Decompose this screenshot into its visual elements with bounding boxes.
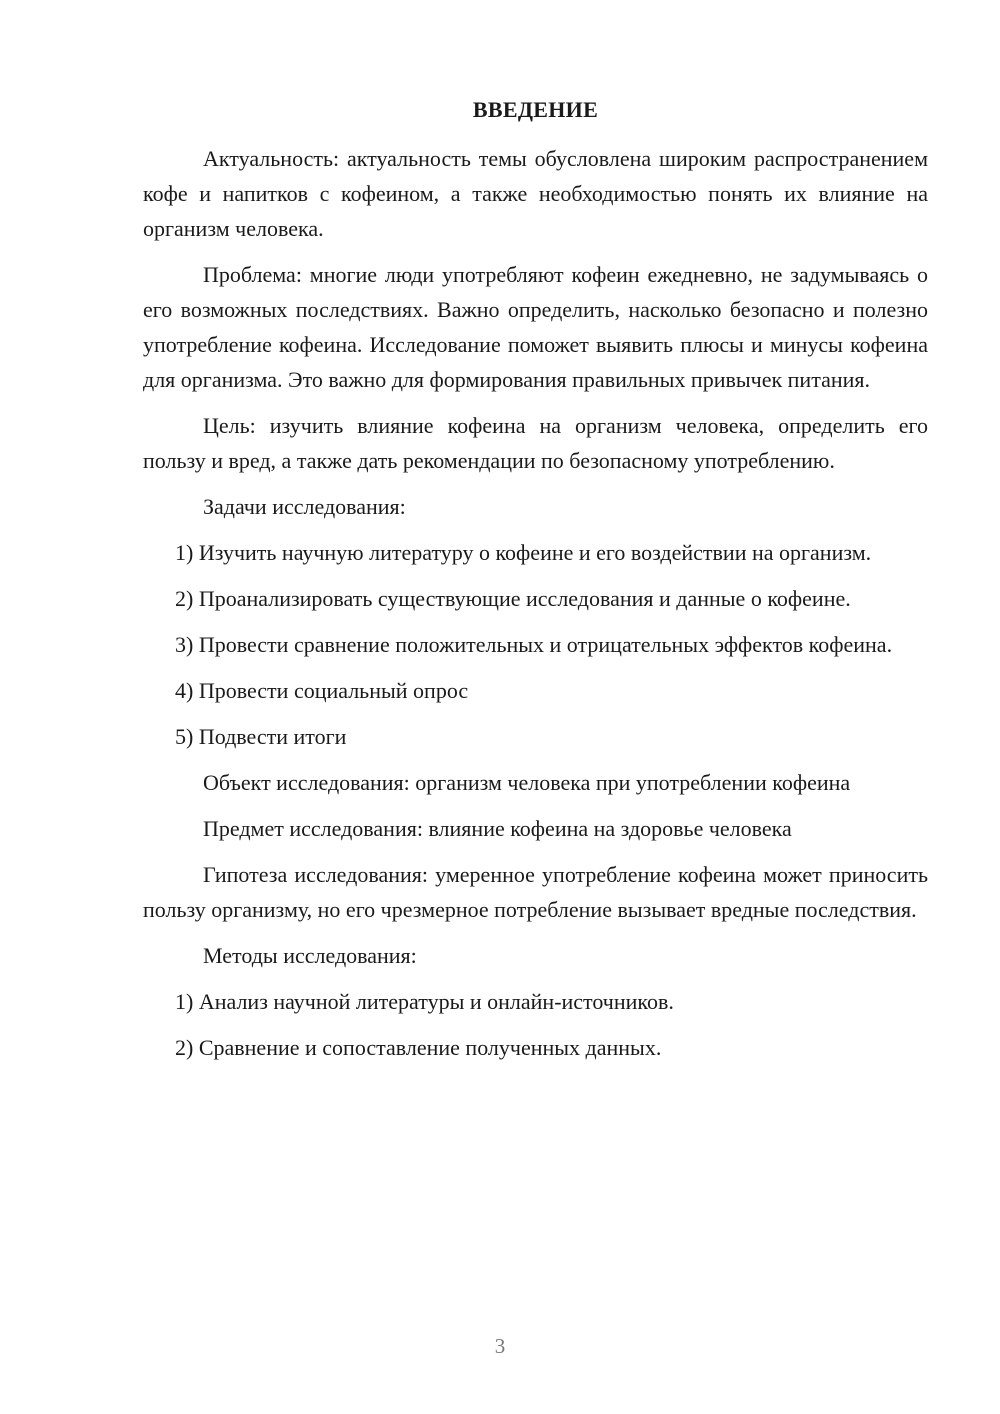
hypothesis-paragraph: Гипотеза исследования: умеренное употребление кофеина может приносить пользу организму, но его чрезмерное потребление вызывает вредные последствия. — [143, 862, 928, 922]
method-item-1: 1) Анализ научной литературы и онлайн-источников. — [175, 989, 674, 1014]
task-item-4: 4) Провести социальный опрос — [175, 678, 469, 703]
method-item-2: 2) Сравнение и сопоставление полученных данных. — [175, 1035, 662, 1060]
object-paragraph: Объект исследования: организм человека при употреблении кофеина — [203, 770, 851, 795]
section-title: ВВЕДЕНИЕ — [472, 97, 599, 122]
relevance-paragraph: Актуальность: актуальность темы обусловлена широким распространением кофе и напитков с кофеином, а также необходимостью понять их влияние на организм человека. — [143, 146, 928, 241]
page-number: 3 — [494, 1334, 506, 1358]
task-item-2: 2) Проанализировать существующие исследования и данные о кофеине. — [175, 586, 851, 611]
task-item-1: 1) Изучить научную литературу о кофеине и его воздействии на организм. — [175, 540, 872, 565]
tasks-heading: Задачи исследования: — [203, 494, 406, 519]
task-item-5: 5) Подвести итоги — [175, 724, 347, 749]
problem-paragraph: Проблема: многие люди употребляют кофеин ежедневно, не задумываясь о его возможных последствиях. Важно определить, насколько безопасно и полезно употребление кофеина. Исследование поможет выявить плюсы и минусы кофеина для организма. Это важно для формирования правильных привычек питания. — [143, 262, 928, 392]
subject-paragraph: Предмет исследования: влияние кофеина на здоровье человека — [203, 816, 792, 841]
page-content — [143, 93, 928, 1076]
task-item-3: 3) Провести сравнение положительных и отрицательных эффектов кофеина. — [175, 632, 893, 657]
methods-heading: Методы исследования: — [203, 943, 417, 968]
goal-paragraph: Цель: изучить влияние кофеина на организм человека, определить его пользу и вред, а также дать рекомендации по безопасному употреблению. — [143, 413, 928, 473]
